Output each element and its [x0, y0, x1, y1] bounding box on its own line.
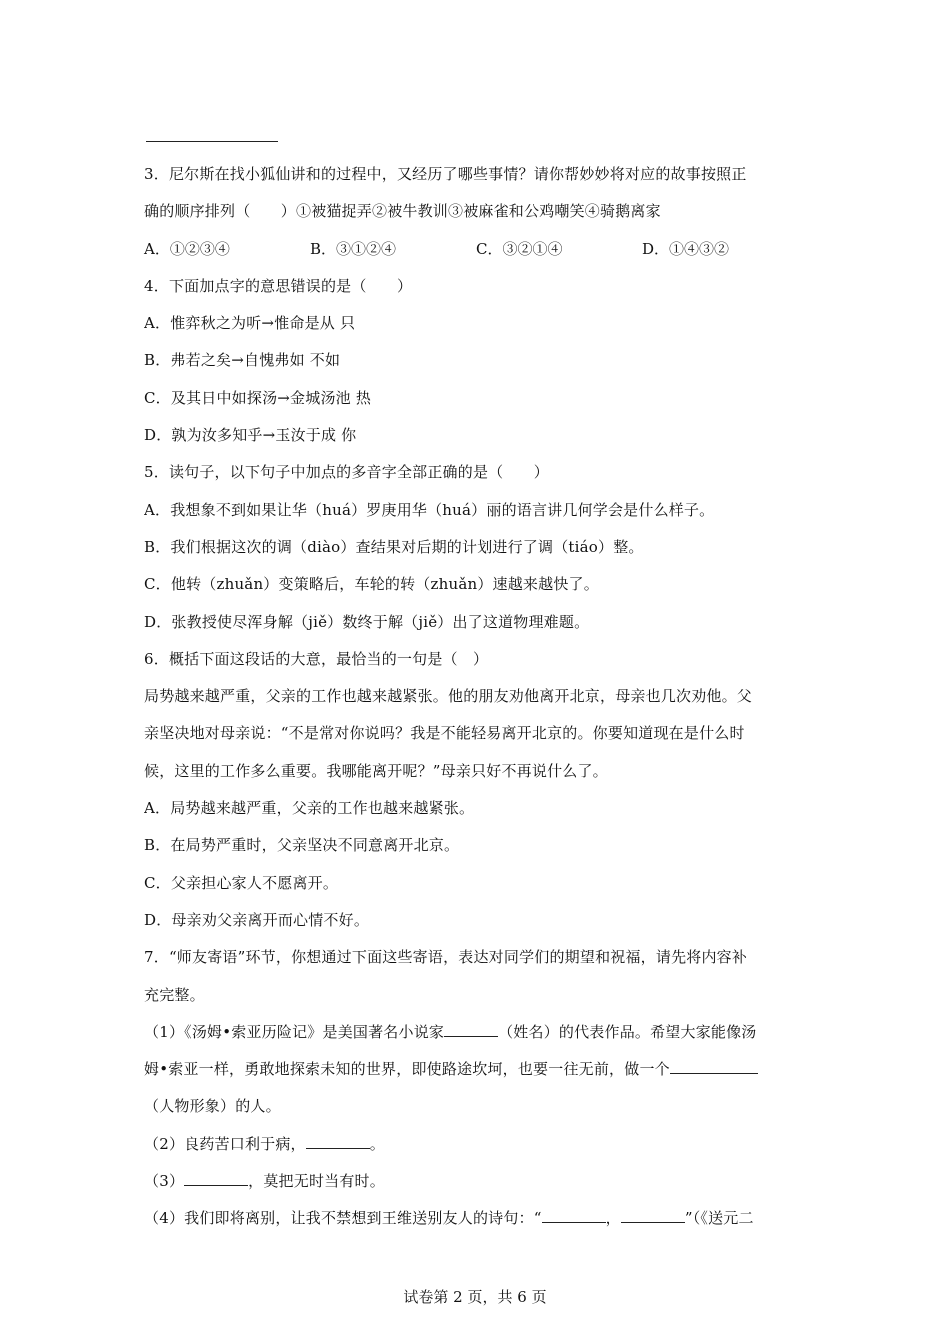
- q7-sub2-text-b: 。: [369, 1134, 385, 1153]
- q5-option-b: B．我们根据这次的调（diào）查结果对后期的计划进行了调（tiáo）整。: [144, 537, 644, 556]
- q3-option-c: C．③②①④: [476, 239, 563, 258]
- q7-sub4-text-b: ，: [605, 1209, 621, 1228]
- q7-sub1-text-a: （1）《汤姆•索亚历险记》是美国著名小说家: [144, 1022, 445, 1041]
- page-footer: 试卷第 2 页，共 6 页: [403, 1288, 547, 1306]
- q7-sub3-blank[interactable]: [184, 1169, 248, 1186]
- q7-sub2-text-a: （2）良药苦口利于病，: [144, 1134, 306, 1153]
- question-content: [144, 156, 810, 1238]
- q5-option-c: C．他转（zhuǎn）变策略后，车轮的转（zhuǎn）速越来越快了。: [144, 575, 599, 594]
- q7-sub1-text-b: （姓名）的代表作品。希望大家能像汤: [498, 1022, 757, 1041]
- q3-stem-line2: 确的顺序排列（ ）①被猫捉弄②被牛教训③被麻雀和公鸡嘲笑④骑鹅离家: [144, 202, 661, 221]
- q7-sub1-blank-author[interactable]: [444, 1020, 498, 1037]
- q3-option-b: B．③①②④: [310, 239, 397, 258]
- q7-sub4-text-a: （4）我们即将离别，让我不禁想到王维送别友人的诗句：“: [144, 1209, 542, 1228]
- q7-stem-line1: 7．“师友寄语”环节，你想通过下面这些寄语，表达对同学们的期望和祝福，请先将内容补: [144, 948, 748, 967]
- q7-sub2-blank[interactable]: [306, 1132, 370, 1149]
- q3-stem-line1: 3．尼尔斯在找小狐仙讲和的过程中，又经历了哪些事情？请你帮妙妙将对应的故事按照正: [144, 165, 747, 183]
- q3-option-d: D．①④③②: [642, 239, 730, 258]
- q6-passage-line1: 局势越来越严重，父亲的工作也越来越紧张。他的朋友劝他离开北京，母亲也几次劝他。父: [144, 687, 753, 706]
- q4-option-c: C．及其日中如探汤→金城汤池 热: [144, 388, 372, 407]
- q7-sub3-text-a: （3）: [144, 1172, 185, 1191]
- q6-option-b: B．在局势严重时，父亲坚决不同意离开北京。: [144, 836, 460, 855]
- q3-option-a: A．①②③④: [144, 239, 230, 258]
- q7-sub3: [144, 1163, 810, 1200]
- q7-sub1-blank-image[interactable]: [670, 1057, 758, 1074]
- q7-sub2: [144, 1126, 810, 1163]
- answer-blank-line: [146, 141, 278, 142]
- q6-passage-line3: 候，这里的工作多么重要。我哪能离开呢？”母亲只好不再说什么了。: [144, 761, 608, 780]
- q7-sub4: [144, 1200, 810, 1237]
- q6-stem: 6．概括下面这段话的大意，最恰当的一句是（ ）: [144, 649, 489, 668]
- q7-sub1-text-c: 姆•索亚一样，勇敢地探索未知的世界，即使路途坎坷，也要一往无前，做一个: [144, 1060, 670, 1079]
- q4-stem: 4．下面加点字的意思错误的是（ ）: [144, 276, 413, 295]
- q6-option-c: C．父亲担心家人不愿离开。: [144, 873, 339, 892]
- q4-option-b: B．弗若之矣→自愧弗如 不如: [144, 351, 341, 370]
- q6-passage-line2: 亲坚决地对母亲说：“不是常对你说吗？我是不能轻易离开北京的。你要知道现在是什么时: [144, 724, 745, 743]
- q7-sub1-line2: [144, 1051, 810, 1088]
- q7-sub1-line3: （人物形象）的人。: [144, 1097, 281, 1116]
- q5-option-d: D．张教授使尽浑身解（jiě）数终于解（jiě）出了这道物理难题。: [144, 612, 590, 631]
- q7-stem-line2: 充完整。: [144, 985, 205, 1004]
- q4-option-d: D．孰为汝多知乎→玉汝于成 你: [144, 426, 357, 445]
- q7-sub4-blank-1[interactable]: [542, 1206, 606, 1223]
- q7-sub4-blank-2[interactable]: [621, 1206, 685, 1223]
- q3-options: [144, 231, 810, 268]
- q6-option-a: A．局势越来越严重，父亲的工作也越来越紧张。: [144, 799, 475, 818]
- q5-stem: 5．读句子，以下句子中加点的多音字全部正确的是（ ）: [144, 463, 549, 482]
- q7-sub3-text-b: ，莫把无时当有时。: [248, 1172, 385, 1191]
- q7-sub4-text-c: ”（《送元二: [684, 1209, 754, 1228]
- q7-sub1-line1: [144, 1014, 810, 1051]
- q4-option-a: A．惟弈秋之为听→惟命是从 只: [144, 314, 356, 333]
- q6-option-d: D．母亲劝父亲离开而心情不好。: [144, 910, 370, 929]
- q5-option-a: A．我想象不到如果让华（huá）罗庚用华（huá）丽的语言讲几何学会是什么样子。: [144, 500, 715, 519]
